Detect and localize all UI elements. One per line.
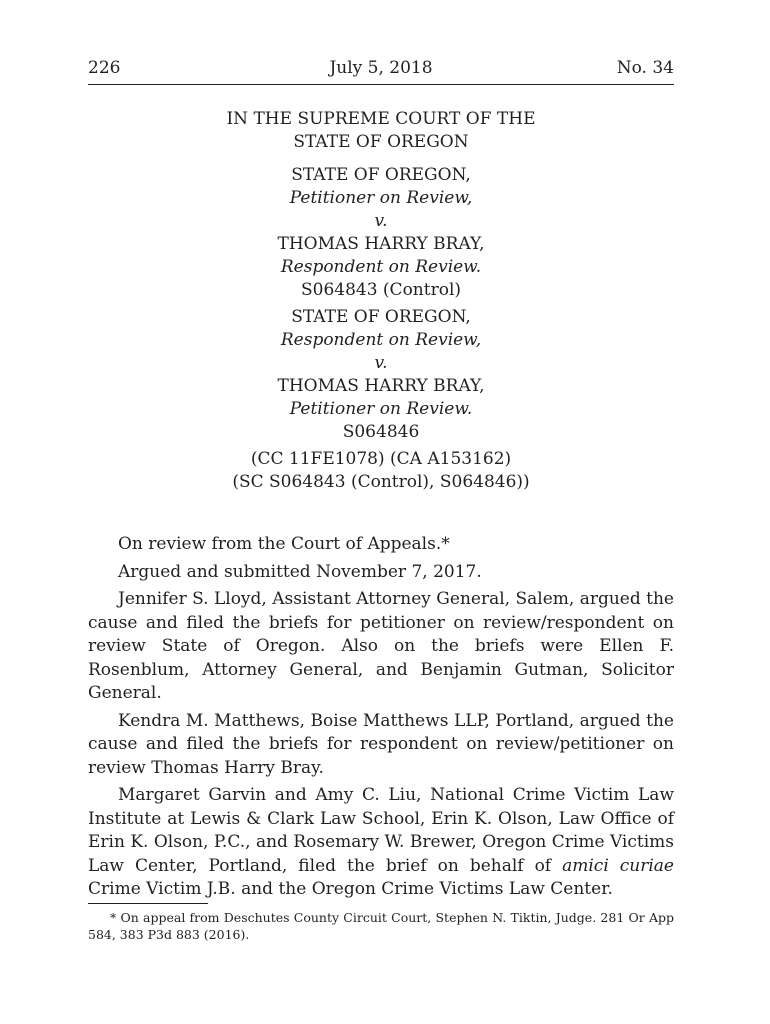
case2-party1-role: Respondent on Review,: [280, 330, 482, 350]
case2-versus: v.: [374, 353, 388, 373]
issue-number: No. 34: [616, 58, 674, 78]
case1-versus: v.: [374, 211, 388, 231]
footnote-text: * On appeal from Deschutes County Circuit Court, Stephen N. Tiktin, Judge. 281 Or App 584, 383 P3d 883 (2016).: [88, 910, 674, 942]
lower-court-numbers: (CC 11FE1078) (CA A153162): [250, 449, 512, 469]
court-name-line2: STATE OF OREGON: [293, 132, 469, 152]
review-line: On review from the Court of Appeals.*: [118, 534, 450, 554]
amici-text-after: Crime Victim J.B. and the Oregon Crime Victims Law Center.: [88, 879, 613, 899]
case2-party1: STATE OF OREGON,: [291, 307, 471, 327]
argued-line: Argued and submitted November 7, 2017.: [118, 561, 482, 582]
case-caption: [88, 108, 674, 494]
case1-party1-role: Petitioner on Review,: [289, 188, 473, 208]
case2-party2: THOMAS HARRY BRAY,: [277, 376, 485, 396]
court-name-line1: IN THE SUPREME COURT OF THE: [226, 109, 536, 129]
amici-text-before: Margaret Garvin and Amy C. Liu, National Crime Victim Law Institute at Lewis & Clark Law School, Erin K. Olson, Law Office of Erin K. Olson, P.C., and Rosemary W. Brewer, Oregon Crime Victims Law Center, Portland, filed the brief on behalf of: [88, 785, 674, 876]
header-date: July 5, 2018: [329, 58, 433, 78]
opinion-front-matter: [88, 533, 674, 906]
footnote: [88, 909, 674, 943]
case2-party2-role: Petitioner on Review.: [289, 399, 473, 419]
footnote-divider: [88, 903, 208, 904]
amici-paragraph: [88, 784, 674, 902]
case2-number: S064846: [342, 422, 420, 442]
case1-party2-role: Respondent on Review.: [280, 257, 482, 277]
counsel-defendant-paragraph: Kendra M. Matthews, Boise Matthews LLP, Portland, argued the cause and filed the briefs for respondent on review/petitioner on review Thomas Harry Bray.: [88, 710, 674, 778]
case1-party2: THOMAS HARRY BRAY,: [277, 234, 485, 254]
page-number: 226: [88, 58, 121, 78]
case1-party1: STATE OF OREGON,: [291, 165, 471, 185]
counsel-state-paragraph: Jennifer S. Lloyd, Assistant Attorney General, Salem, argued the cause and filed the briefs for petitioner on review/respondent on review State of Oregon. Also on the briefs were Ellen F. Rosenblum, Attorney General, and Benjamin Gutman, Solicitor General.: [88, 589, 674, 703]
supreme-court-numbers: (SC S064843 (Control), S064846)): [232, 472, 530, 492]
amici-curiae-term: amici curiae: [562, 855, 674, 876]
running-header: [88, 58, 674, 85]
case1-number: S064843 (Control): [300, 280, 462, 300]
